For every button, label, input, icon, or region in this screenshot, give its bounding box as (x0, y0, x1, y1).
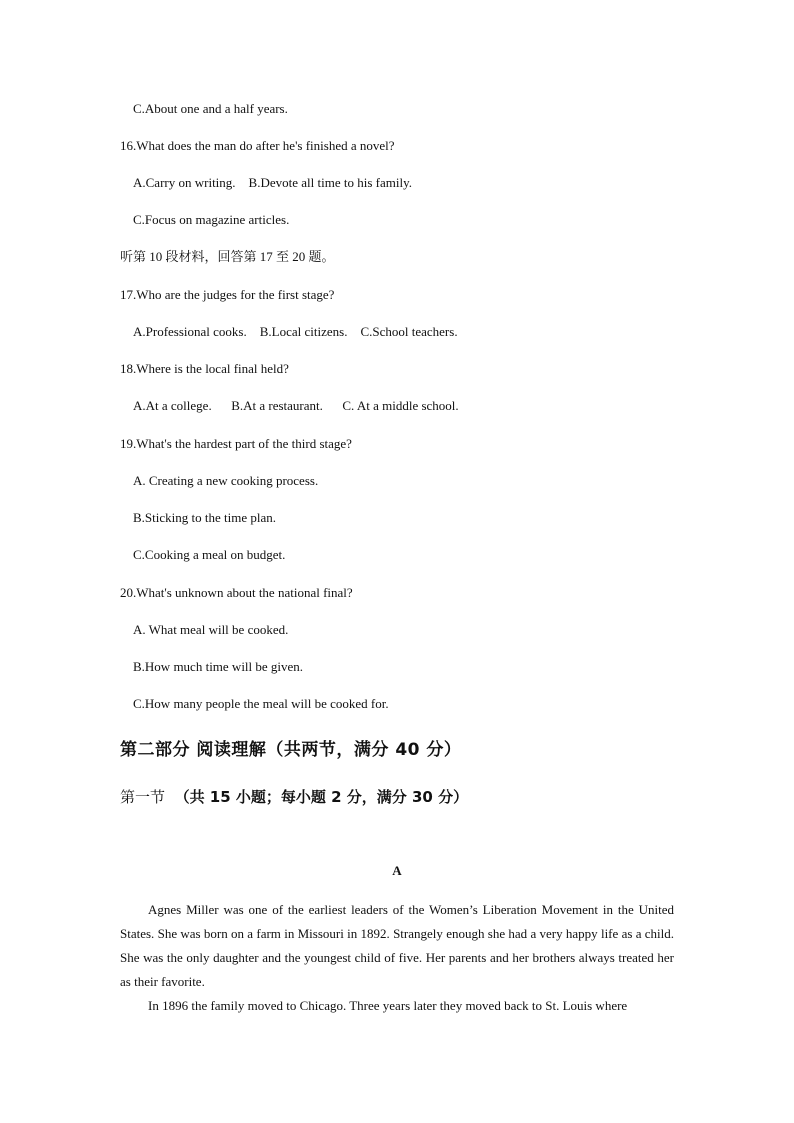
question-17: 17.Who are the judges for the first stage? (120, 287, 335, 302)
part-two-title: 第二部分 阅读理解（共两节，满分 40 分） (120, 740, 462, 760)
q16-options-ab: A.Carry on writing. B.Devote all time to his family. (133, 175, 412, 190)
question-19: 19.What's the hardest part of the third stage? (120, 436, 352, 451)
question-18: 18.Where is the local final held? (120, 361, 289, 376)
q15-option-c: C.About one and a half years. (133, 101, 288, 116)
q19-option-a: A. Creating a new cooking process. (133, 473, 319, 488)
q18-options: A.At a college. B.At a restaurant. C. At a middle school. (133, 398, 459, 413)
question-20: 20.What's unknown about the national final? (120, 585, 353, 600)
q20-option-b: B.How much time will be given. (133, 659, 304, 674)
question-16: 16.What does the man do after he's finished a novel? (120, 138, 395, 153)
q20-option-a: A. What meal will be cooked. (133, 622, 289, 637)
passage-a (120, 898, 674, 1018)
q19-option-c: C.Cooking a meal on budget. (133, 547, 286, 562)
q20-option-c: C.How many people the meal will be cooked for. (133, 696, 389, 711)
section-label: 第一节 (120, 788, 166, 806)
section-one-heading (120, 787, 468, 807)
q17-options: A.Professional cooks. B.Local citizens. C.School teachers. (133, 324, 458, 339)
passage-letter: A (392, 863, 402, 878)
listening-instruction: 听第 10 段材料，回答第 17 至 20 题。 (120, 249, 335, 264)
section-detail: （共 15 小题；每小题 2 分，满分 30 分） (174, 788, 469, 806)
passage-paragraph-1: Agnes Miller was one of the earliest leaders of the Women’s Liberation Movement in the United States. She was born on a farm in Missouri in 1892. Strangely enough she had a very happy life as a child. She was the only daughter and the youngest child of five. Her parents and her brothers always treated her as their favorite. (120, 902, 674, 989)
passage-paragraph-2: In 1896 the family moved to Chicago. Three years later they moved back to St. Louis where (148, 998, 628, 1013)
q16-option-c: C.Focus on magazine articles. (133, 212, 290, 227)
q19-option-b: B.Sticking to the time plan. (133, 510, 276, 525)
